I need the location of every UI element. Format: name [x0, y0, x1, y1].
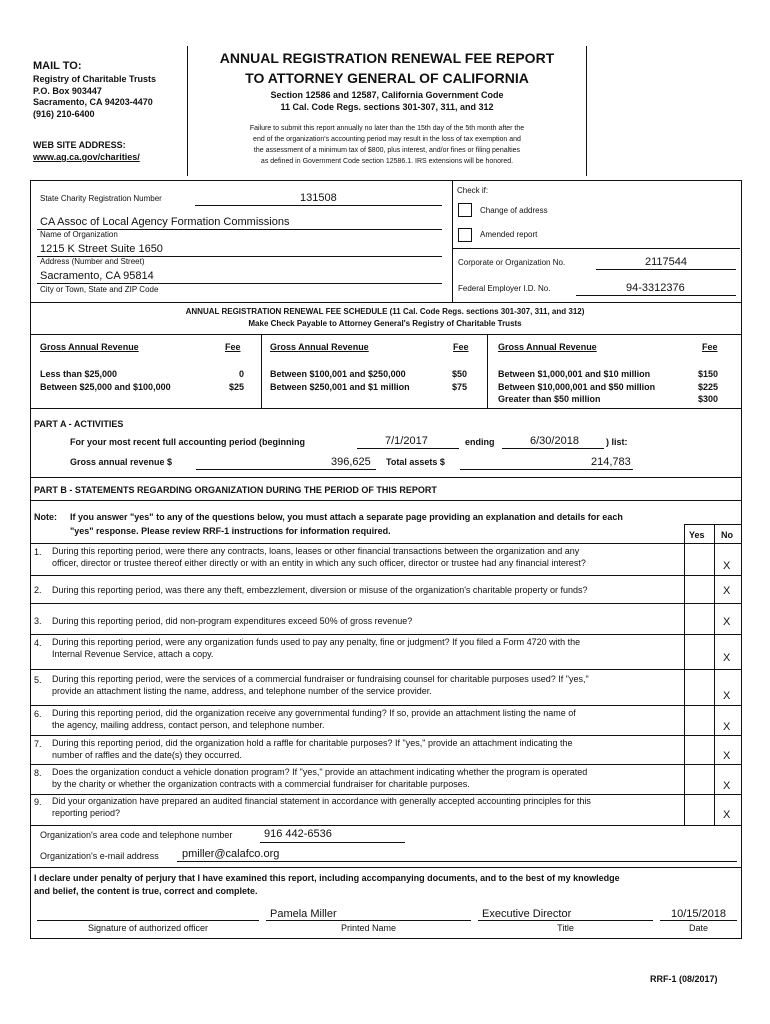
address-value[interactable]: 1215 K Street Suite 1650 — [40, 243, 163, 255]
reg-number-value[interactable]: 131508 — [300, 192, 337, 204]
fee-col1-header: Gross Annual Revenue — [40, 342, 139, 352]
question-line: During this reporting period, did non-program expenditures exceed 50% of gross revenue? — [52, 616, 413, 626]
part-b-top — [30, 477, 741, 478]
question-line: During this reporting period, were there any contracts, loans, leases or other financial transactions between the organization and any — [52, 546, 580, 556]
question-text — [52, 766, 587, 790]
notice-line: Failure to submit this report annually no later than the 15th day of the 5th month after the — [249, 125, 525, 132]
title-line — [478, 920, 653, 921]
fee-header-line — [30, 334, 741, 335]
total-assets-label: Total assets $ — [386, 457, 445, 467]
email-value[interactable]: pmiller@calafco.org — [182, 848, 280, 860]
phone-line — [260, 842, 405, 843]
question-line: by the charity or whether the organization contracts with a commercial fundraiser for charitable purposes. — [52, 779, 470, 789]
change-address-label: Change of address — [480, 206, 548, 215]
fee-col-divider-2 — [487, 334, 488, 408]
answer-no-mark[interactable]: X — [723, 585, 731, 597]
question-row-line — [30, 669, 741, 670]
fee-range: Between $10,000,001 and $50 million — [498, 381, 656, 392]
question-line: During this reporting period, were the services of a commercial fundraiser or fundraising counsel for charitable purposes used? If "yes," — [52, 674, 589, 684]
questions-bottom — [30, 825, 741, 826]
question-number: 8. — [34, 768, 42, 778]
org-name-value[interactable]: CA Assoc of Local Agency Formation Commissions — [40, 216, 290, 228]
header-divider-right — [586, 46, 587, 176]
period-label: For your most recent full accounting period (beginning — [70, 437, 306, 447]
mail-address — [33, 74, 156, 120]
question-number: 7. — [34, 739, 42, 749]
part-a-top — [30, 408, 741, 409]
printed-name-value[interactable]: Pamela Miller — [270, 908, 337, 920]
fee-amount: $25 — [228, 381, 244, 392]
question-row-line — [30, 543, 741, 544]
question-number: 9. — [34, 797, 42, 807]
fee-col2-header: Gross Annual Revenue — [270, 342, 369, 352]
fee-range: Between $250,001 and $1 million — [270, 381, 410, 392]
question-line: officer, director or trustee thereof either directly or with an entity in which any such officer, director or trustee had any financial interest? — [52, 558, 586, 568]
check-section-divider — [452, 248, 740, 249]
question-number: 6. — [34, 709, 42, 719]
corp-number-value[interactable]: 2117544 — [645, 256, 688, 268]
web-heading: WEB SITE ADDRESS: — [33, 140, 126, 150]
fee-col3-fees — [698, 368, 718, 406]
fee-schedule-subtitle: Make Check Payable to Attorney General's Registry of Charitable Trusts — [248, 319, 522, 328]
question-number: 5. — [34, 675, 42, 685]
mail-line: P.O. Box 903447 — [33, 85, 102, 96]
fee-col2-ranges — [270, 368, 410, 393]
question-row-line — [30, 603, 741, 604]
phone-label: Organization's area code and telephone number — [40, 830, 233, 840]
filing-notice — [190, 123, 584, 167]
answer-no-mark[interactable]: X — [723, 560, 731, 572]
question-number: 4. — [34, 638, 42, 648]
email-label: Organization's e-mail address — [40, 851, 159, 861]
email-line — [177, 861, 737, 862]
mail-line: (916) 210-6400 — [33, 108, 95, 119]
fee-range: Between $25,000 and $100,000 — [40, 381, 171, 392]
fee-schedule-title: ANNUAL REGISTRATION RENEWAL FEE SCHEDULE (11 Cal. Code Regs. sections 301-307, 311, and 312) — [185, 307, 585, 316]
question-text — [52, 795, 591, 819]
fee-col1-fee-header: Fee — [225, 342, 241, 352]
fee-col-divider-1 — [261, 334, 262, 408]
question-text — [52, 636, 580, 660]
change-address-checkbox[interactable] — [458, 203, 472, 217]
date-label: Date — [688, 923, 708, 933]
question-number: 2. — [34, 585, 42, 595]
title-value[interactable]: Executive Director — [482, 908, 572, 920]
fee-amount: $50 — [452, 369, 468, 379]
reg-number-line — [195, 205, 442, 206]
reg-number-label: State Charity Registration Number — [40, 194, 162, 203]
period-begin-value[interactable]: 7/1/2017 — [385, 435, 428, 447]
fee-amount: 0 — [238, 369, 244, 379]
fein-line — [576, 295, 736, 296]
fee-col2-fee-header: Fee — [453, 342, 469, 352]
no-col-left — [714, 524, 715, 826]
web-link[interactable]: www.ag.ca.gov/charities/ — [33, 152, 140, 162]
signature-label: Signature of authorized officer — [88, 923, 208, 933]
question-line: During this reporting period, did the organization receive any governmental funding? If so, provide an attachment listing the name of — [52, 708, 576, 718]
question-row-line — [30, 764, 741, 765]
answer-no-mark[interactable]: X — [723, 652, 731, 664]
question-row-line — [30, 575, 741, 576]
amended-report-label: Amended report — [480, 230, 538, 239]
yes-no-top — [684, 524, 741, 525]
printed-name-line — [266, 920, 471, 921]
question-text — [52, 737, 573, 761]
yes-header: Yes — [689, 530, 705, 540]
form-id: RRF-1 (08/2017) — [650, 974, 718, 984]
fein-label: Federal Employer I.D. No. — [458, 284, 551, 293]
part-b-title: PART B - STATEMENTS REGARDING ORGANIZATION DURING THE PERIOD OF THIS REPORT — [34, 485, 437, 495]
fee-section-top — [30, 302, 741, 303]
fee-range: Between $100,001 and $250,000 — [270, 369, 406, 379]
question-number: 1. — [34, 547, 42, 557]
gross-revenue-line — [196, 469, 376, 470]
fee-range: Greater than $50 million — [498, 394, 601, 404]
fee-col3-ranges — [498, 368, 655, 406]
total-assets-line — [460, 469, 633, 470]
signature-line[interactable] — [37, 920, 259, 921]
notice-line: as defined in Government Code section 12586.1. IRS extensions will be honored. — [260, 158, 514, 165]
question-line: Does the organization conduct a vehicle donation program? If "yes," provide an attachment indicating whether the program is operated — [52, 767, 588, 777]
fee-col3-fee-header: Fee — [702, 342, 718, 352]
fee-col2-fees — [452, 368, 467, 393]
fein-value[interactable]: 94-3312376 — [626, 282, 685, 294]
check-if-label: Check if: — [457, 186, 489, 195]
fee-amount: $150 — [698, 369, 719, 379]
fee-amount: $300 — [698, 394, 719, 404]
answer-no-mark[interactable]: X — [723, 690, 731, 702]
fee-range: Between $1,000,001 and $10 million — [498, 369, 651, 379]
period-end-line — [502, 448, 604, 449]
mail-line: Registry of Charitable Trusts — [33, 74, 157, 84]
org-divider — [452, 180, 453, 302]
question-line: Internal Revenue Service, attach a copy. — [52, 649, 214, 659]
question-line: provide an attachment listing the name, address, and telephone number of the service provider. — [52, 686, 432, 696]
question-line: During this reporting period, was there any theft, embezzlement, diversion or misuse of the organization's charitable property or funds? — [52, 585, 588, 595]
question-line: number of raffles and the date(s) they occurred. — [52, 750, 242, 760]
date-line — [660, 920, 737, 921]
declaration-line: and belief, the content is true, correct and complete. — [34, 885, 258, 896]
answer-no-mark[interactable]: X — [723, 809, 731, 821]
list-label: ) list: — [606, 437, 628, 447]
fee-col1-ranges — [40, 368, 171, 393]
declaration-top — [30, 867, 741, 868]
question-line: the agency, mailing address, contact person, and telephone number. — [52, 720, 325, 730]
question-number: 3. — [34, 616, 42, 626]
fee-col1-fees — [224, 368, 244, 393]
question-row-line — [30, 634, 741, 635]
question-line: During this reporting period, were any organization funds used to pay any penalty, fine or judgment? If you filed a Form 4720 with the — [52, 637, 581, 647]
notice-line: the assessment of a minimum tax of $800, plus interest, and/or fines or filing penalties — [253, 147, 521, 154]
city-label: City or Town, State and ZIP Code — [40, 285, 159, 294]
answer-no-mark[interactable]: X — [723, 721, 731, 733]
phone-value[interactable]: 916 442-6536 — [264, 828, 332, 840]
question-line: Did your organization have prepared an audited financial statement in accordance with generally accepted accounting principles for this — [52, 796, 591, 806]
notice-line: end of the organization's accounting period may result in the loss of tax exemption and — [253, 136, 521, 143]
form-title-1: ANNUAL REGISTRATION RENEWAL FEE REPORT — [219, 50, 555, 66]
mail-to-heading: MAIL TO: — [33, 60, 82, 72]
question-row-line — [30, 735, 741, 736]
corp-number-line — [596, 269, 736, 270]
corp-number-label: Corporate or Organization No. — [458, 258, 566, 267]
question-line: reporting period? — [52, 808, 121, 818]
question-line: During this reporting period, did the organization hold a raffle for charitable purposes? If "yes," provide an attachment indicating the — [52, 738, 573, 748]
question-text — [52, 584, 588, 596]
fee-col3-header: Gross Annual Revenue — [498, 342, 597, 352]
note-line-2: "yes" response. Please review RRF-1 instructions for information required. — [70, 526, 391, 536]
question-text — [52, 707, 576, 731]
note-line-1: If you answer "yes" to any of the questions below, you must attach a separate page providing an explanation and details for each — [70, 512, 623, 522]
period-begin-line — [357, 448, 459, 449]
amended-report-checkbox[interactable] — [458, 228, 472, 242]
ending-label: ending — [465, 437, 495, 447]
period-end-value[interactable]: 6/30/2018 — [530, 435, 579, 447]
answer-no-mark[interactable]: X — [723, 750, 731, 762]
total-assets-value[interactable]: 214,783 — [591, 456, 631, 468]
no-header: No — [721, 530, 733, 540]
fee-amount: $225 — [698, 381, 719, 392]
header-divider-left — [187, 46, 188, 176]
printed-name-label: Printed Name — [340, 923, 397, 933]
question-text — [52, 615, 412, 627]
question-text — [52, 673, 589, 697]
title-label: Title — [557, 923, 574, 933]
org-name-label: Name of Organization — [40, 230, 118, 239]
question-row-line — [30, 705, 741, 706]
form-title-2: TO ATTORNEY GENERAL OF CALIFORNIA — [245, 70, 529, 86]
declaration-line: I declare under penalty of perjury that I have examined this report, including accompanying documents, and to the best of my knowledge — [34, 873, 620, 883]
note-label: Note: — [34, 512, 57, 522]
mail-line: Sacramento, CA 94203-4470 — [33, 97, 153, 107]
fee-amount: $75 — [452, 381, 468, 392]
declaration-text — [34, 872, 620, 897]
gross-revenue-value[interactable]: 396,625 — [331, 456, 371, 468]
question-text — [52, 545, 586, 569]
fee-range: Less than $25,000 — [40, 369, 118, 379]
city-value[interactable]: Sacramento, CA 95814 — [40, 270, 154, 282]
answer-no-mark[interactable]: X — [723, 780, 731, 792]
form-subtitle-2: 11 Cal. Code Regs. sections 301-307, 311, and 312 — [280, 102, 494, 112]
answer-no-mark[interactable]: X — [723, 616, 731, 628]
gross-revenue-label: Gross annual revenue $ — [70, 457, 173, 467]
yes-col-left — [684, 524, 685, 826]
part-a-title: PART A - ACTIVITIES — [34, 419, 124, 429]
form-subtitle-1: Section 12586 and 12587, California Government Code — [270, 90, 504, 100]
city-line — [37, 283, 442, 284]
date-value[interactable]: 10/15/2018 — [671, 908, 727, 920]
address-label: Address (Number and Street) — [40, 257, 145, 266]
part-b-title-line — [30, 500, 741, 501]
